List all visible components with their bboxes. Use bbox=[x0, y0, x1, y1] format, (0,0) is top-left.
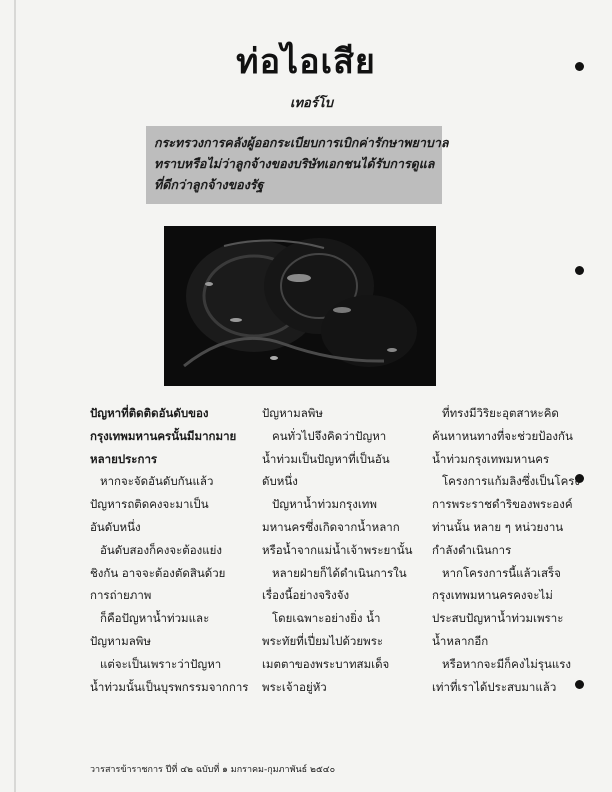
paragraph-line: หรือหากจะมีก็คงไม่รุนแรง bbox=[442, 656, 572, 671]
exhaust-pipe-photo bbox=[164, 226, 436, 386]
paragraph-line: ปัญหามลพิษ bbox=[262, 406, 323, 420]
paragraph-line: การถ่ายภาพ bbox=[90, 588, 152, 603]
paragraph-line: ปัญหาที่ติดติดอันดับของ bbox=[90, 406, 209, 420]
paragraph-line: กรุงเทพมหานครคงจะไม่ bbox=[432, 588, 553, 603]
paragraph-line: แต่จะเป็นเพราะว่าปัญหา bbox=[100, 656, 222, 671]
paragraph-line: เรื่องนี้อย่างจริงจัง bbox=[262, 588, 350, 603]
paragraph-line: มหานครซึ่งเกิดจากน้ำหลาก bbox=[262, 519, 400, 534]
lead-line: ทราบหรือไม่ว่าลูกจ้างของบริษัทเอกชนได้รับการดูแล bbox=[154, 156, 435, 171]
paragraph-line: ปัญหาน้ำท่วมกรุงเทพ bbox=[272, 497, 377, 512]
paragraph-line: ปัญหามลพิษ bbox=[90, 633, 151, 648]
paragraph-line: พระทัยที่เปี่ยมไปด้วยพระ bbox=[262, 633, 384, 648]
lead-line: กระทรวงการคลังผู้ออกระเบียบการเบิกค่ารักษาพยาบาล bbox=[154, 135, 449, 150]
paragraph-line: อันดับหนึ่ง bbox=[90, 519, 141, 534]
paragraph-line: หากโครงการนี้แล้วเสร็จ bbox=[442, 565, 561, 580]
paragraph-line: น้ำท่วมกรุงเทพมหานคร bbox=[432, 451, 550, 466]
paragraph-line: ประสบปัญหาน้ำท่วมเพราะ bbox=[432, 611, 564, 626]
paragraph-line: ดับหนึ่ง bbox=[262, 474, 298, 489]
paragraph-line: ค้นหาหนทางที่จะช่วยป้องกัน bbox=[432, 428, 573, 443]
article-title: ท่อไอเสีย bbox=[236, 42, 376, 82]
paragraph-line: ชิงกัน อาจจะต้องตัดสินด้วย bbox=[90, 565, 226, 580]
paragraph-line: ก็คือปัญหาน้ำท่วมและ bbox=[100, 611, 210, 626]
author-byline: เทอร์โบ bbox=[290, 96, 334, 111]
paragraph-line: น้ำท่วมเป็นปัญหาที่เป็นอัน bbox=[262, 451, 390, 466]
paragraph-line: โครงการแก้มลิงซึ่งเป็นโครง bbox=[442, 474, 581, 489]
paragraph-line: เท่าที่เราได้ประสบมาแล้ว bbox=[432, 679, 557, 694]
page-edge bbox=[14, 0, 16, 792]
paragraph-line: อันดับสองก็คงจะต้องแย่ง bbox=[100, 542, 223, 557]
paragraph-line: เมตตาของพระบาทสมเด็จ bbox=[262, 656, 390, 671]
text-column-2 bbox=[262, 402, 413, 698]
lead-callout bbox=[146, 126, 449, 204]
paragraph-line: กรุงเทพมหานครนั้นมีมากมาย bbox=[90, 428, 237, 443]
paragraph-line: หลายประการ bbox=[90, 451, 158, 466]
paragraph-line: หากจะจัดอันดับกันแล้ว bbox=[100, 474, 214, 489]
paragraph-line: การพระราชดำริของพระองค์ bbox=[432, 497, 573, 512]
paragraph-line: น้ำท่วมนั้นเป็นบุรพกรรมจากการ bbox=[90, 679, 249, 694]
paragraph-line: คนทั่วไปจึงคิดว่าปัญหา bbox=[272, 428, 387, 443]
page-footer: วารสารข้าราชการ ปีที่ ๔๒ ฉบับที่ ๑ มกราคม-กุมภาพันธ์ ๒๕๔๐ bbox=[90, 765, 336, 775]
paragraph-line: กำลังดำเนินการ bbox=[432, 542, 512, 557]
text-column-3 bbox=[432, 402, 582, 698]
paragraph-line: โดยเฉพาะอย่างยิ่ง น้ำ bbox=[272, 611, 381, 626]
paragraph-line: ท่านนั้น หลาย ๆ หน่วยงาน bbox=[432, 519, 564, 534]
paragraph-line: ปัญหารถติดคงจะมาเป็น bbox=[90, 497, 209, 512]
binder-hole bbox=[575, 266, 584, 275]
paragraph-line: หลายฝ่ายก็ได้ดำเนินการใน bbox=[272, 565, 407, 580]
text-column-1 bbox=[90, 402, 249, 698]
lead-line: ที่ดีกว่าลูกจ้างของรัฐ bbox=[154, 177, 264, 192]
paragraph-line: หรือน้ำจากแม่น้ำเจ้าพระยานั้น bbox=[262, 542, 413, 557]
paragraph-line: พระเจ้าอยู่หัว bbox=[262, 679, 327, 694]
paragraph-line: น้ำหลากอีก bbox=[432, 633, 489, 648]
paragraph-line: ที่ทรงมีวิริยะอุตสาหะคิด bbox=[442, 406, 559, 420]
